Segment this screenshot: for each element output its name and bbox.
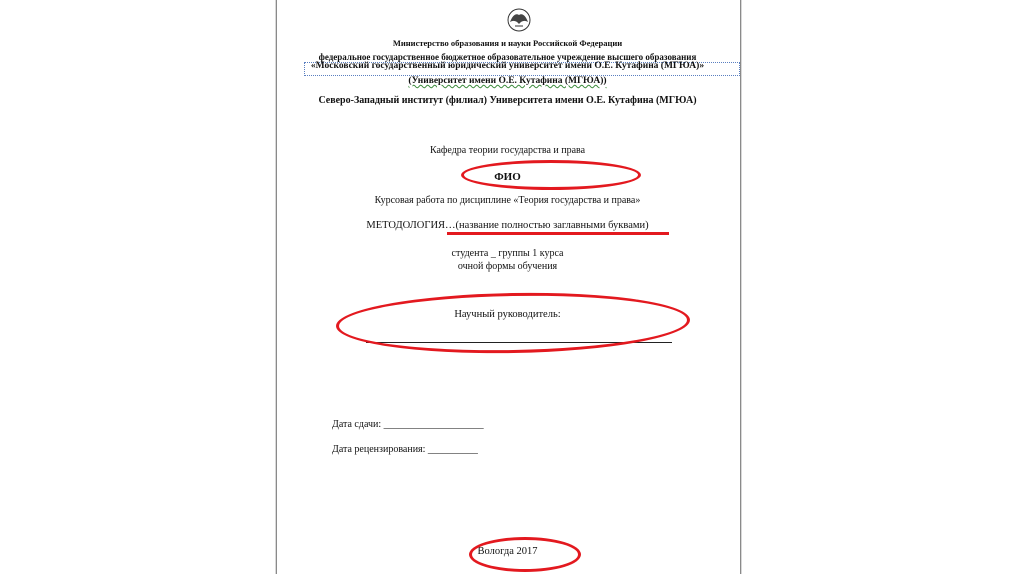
department-line: Кафедра теории государства и права <box>429 145 586 156</box>
date-review-line: Дата рецензирования: __________ <box>332 444 478 455</box>
student-group-line: студента _ группы 1 курса <box>451 248 564 259</box>
city-year-line: Вологда 2017 <box>477 546 538 557</box>
university-short-line: (Университет имени О.Е. Кутафина (МГЮА)) <box>408 76 607 86</box>
ministry-line: Министерство образования и науки Российской Федерации <box>392 38 623 48</box>
city-year-highlight-ellipse <box>469 537 581 572</box>
study-form-line: очной формы обучения <box>457 261 558 272</box>
course-work-line: Курсовая работа по дисциплине «Теория государства и права» <box>374 195 641 206</box>
page-text-layer <box>276 0 739 574</box>
fio-line: ФИО <box>494 171 521 183</box>
fio-highlight-ellipse <box>461 160 641 190</box>
methodology-line: МЕТОДОЛОГИЯ…(название полностью заглавными буквами) <box>366 220 649 231</box>
title-highlight-underline <box>447 232 669 235</box>
moscow-university-line: «Московский государственный юридический университет имени О.Е. Кутафина (МГЮА)» <box>310 61 705 71</box>
institute-line: Северо-Западный институт (филиал) Университета имени О.Е. Кутафина (МГЮА) <box>318 95 697 106</box>
date-submit-line: Дата сдачи: ____________________ <box>332 419 484 430</box>
advisor-label: Научный руководитель: <box>454 309 561 320</box>
federal-institution-line: федеральное государственное бюджетное образовательное учреждение высшего образования <box>318 52 697 62</box>
